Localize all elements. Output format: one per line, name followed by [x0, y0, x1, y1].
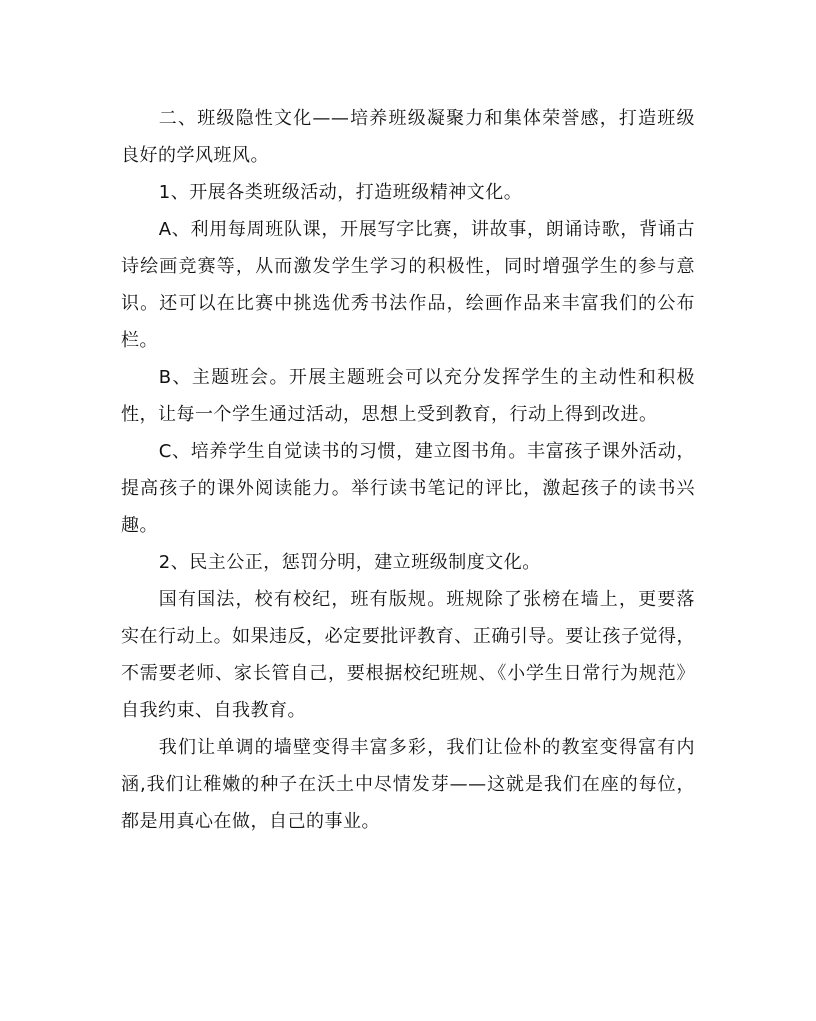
paragraph-item-c: C、培养学生自觉读书的习惯，建立图书角。丰富孩子课外活动，提高孩子的课外阅读能力。举行读书笔记的评比，激起孩子的读书兴趣。	[121, 441, 695, 536]
paragraph-item-a: A、利用每周班队课，开展写字比赛，讲故事，朗诵诗歌，背诵古诗绘画竞赛等，从而激发学生学习的积极性，同时增强学生的参与意识。还可以在比赛中挑选优秀书法作品，绘画作品来丰富我们的公布栏。	[121, 219, 695, 351]
heading-class-hidden-culture: 二、班级隐性文化——培养班级凝聚力和集体荣誉感，打造班级良好的学风班风。	[121, 108, 695, 166]
subheading-class-activities: 1、开展各类班级活动，打造班级精神文化。	[158, 182, 523, 203]
paragraph-conclusion: 我们让单调的墙壁变得丰富多彩，我们让俭朴的教室变得富有内涵,我们让稚嫩的种子在沃土中尽情发芽——这就是我们在座的每位，都是用真心在做，自己的事业。	[121, 737, 695, 832]
paragraph-class-rules: 国有国法，校有校纪，班有版规。班规除了张榜在墙上，更要落实在行动上。如果违反，必定要批评教育、正确引导。要让孩子觉得，不需要老师、家长管自己，要根据校纪班规、《小学生日常行为规范》自我约束、自我教育。	[121, 589, 695, 721]
paragraph-item-b: B、主题班会。开展主题班会可以充分发挥学生的主动性和积极性，让每一个学生通过活动，思想上受到教育，行动上得到改进。	[121, 367, 695, 425]
document-body	[121, 100, 695, 840]
subheading-class-system-culture: 2、民主公正，惩罚分明，建立班级制度文化。	[158, 552, 541, 573]
